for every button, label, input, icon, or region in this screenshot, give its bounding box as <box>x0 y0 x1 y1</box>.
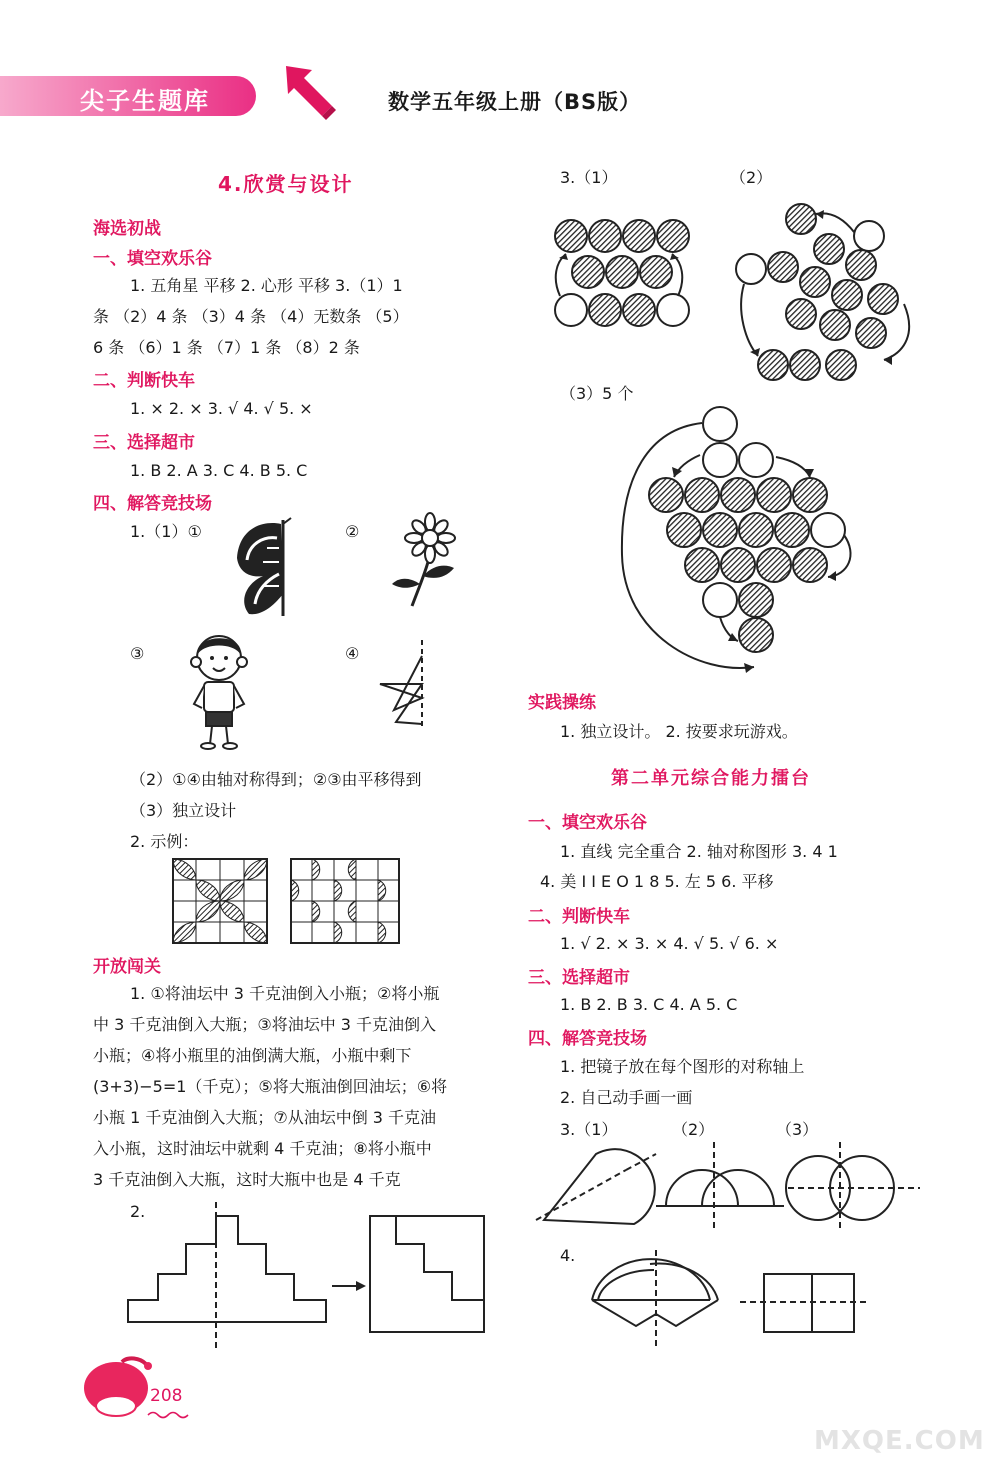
answer-line: 2. 示例： <box>130 832 199 851</box>
heading-judge: 二、判断快车 <box>93 371 195 391</box>
heading-solve: 四、解答竞技场 <box>93 494 212 514</box>
symmetry-figure-4 <box>590 1250 870 1346</box>
answer-line: 1. B 2. A 3. C 4. B 5. C <box>130 461 308 480</box>
brand-banner <box>0 76 256 116</box>
q3-3-label: （3）5 个 <box>560 384 634 403</box>
reflection-figure-4 <box>378 640 434 730</box>
heading-choice: 三、选择超市 <box>528 968 630 988</box>
circles-figure-3 <box>620 405 865 675</box>
boy-figure <box>186 628 252 752</box>
book-title: 数学五年级上册（BS版） <box>388 90 642 114</box>
answer-line: 4. 美 I I E O 1 8 5. 左 5 6. 平移 <box>540 872 774 891</box>
q3-1-label: 3.（1） <box>560 168 618 187</box>
practice-line: 1. 独立设计。 2. 按要求玩游戏。 <box>560 722 798 741</box>
heading-practice: 实践操练 <box>528 693 596 713</box>
unit-title: 第二单元综合能力擂台 <box>611 768 811 789</box>
open-line: 3 千克油倒入大瓶，这时大瓶中也是 4 千克 <box>93 1170 401 1189</box>
circles-figure-2 <box>734 202 924 382</box>
answer-line: 6 条 （6）1 条 （7）1 条 （8）2 条 <box>93 338 360 357</box>
q3-2-label: （2） <box>730 168 773 187</box>
symmetry-figures <box>536 1140 922 1230</box>
heading-open: 开放闯关 <box>93 957 161 977</box>
answer-line: 1. × 2. × 3. √ 4. √ 5. × <box>130 399 313 418</box>
circle-2-label: ② <box>345 522 360 541</box>
tile-pattern-1 <box>172 858 268 944</box>
wave-decoration <box>148 1410 192 1420</box>
circles-figure-1 <box>554 218 684 330</box>
answer-line: 1. √ 2. × 3. × 4. √ 5. √ 6. × <box>560 934 779 953</box>
open-line: (3+3)−5=1（千克）；⑤将大瓶油倒回油坛；⑥将 <box>93 1077 448 1096</box>
open-line: 入小瓶，这时油坛中就剩 4 千克油；⑧将小瓶中 <box>93 1139 432 1158</box>
flower-figure <box>390 514 470 608</box>
brand-label: 尖子生题库 <box>80 87 210 115</box>
answer-line: 1. 五角星 平移 2. 心形 平移 3.（1）1 <box>130 276 403 295</box>
section-title: 4.欣赏与设计 <box>218 172 354 196</box>
heading-haixuan: 海选初战 <box>93 219 161 239</box>
d3-label: 3.（1） <box>560 1120 618 1139</box>
apple-icon <box>82 1356 154 1422</box>
tile-pattern-2 <box>290 858 400 944</box>
open-line: 1. ①将油坛中 3 千克油倒入小瓶；②将小瓶 <box>130 984 440 1003</box>
staircase-figure <box>126 1202 488 1352</box>
circle-3-label: ③ <box>130 644 145 663</box>
answer-line: （3）独立设计 <box>130 801 237 820</box>
answer-line: 条 （2）4 条 （3）4 条 （4）无数条 （5） <box>93 307 409 326</box>
heading-choice: 三、选择超市 <box>93 433 195 453</box>
circle-4-label: ④ <box>345 644 360 663</box>
heading-solve: 四、解答竞技场 <box>528 1029 647 1049</box>
open-line: 小瓶 1 千克油倒入大瓶；⑦从油坛中倒 3 千克油 <box>93 1108 437 1127</box>
q1-label: 1.（1）① <box>130 522 202 541</box>
watermark-text: MXQE.COM <box>814 1426 985 1456</box>
open-line: 中 3 千克油倒入大瓶；③将油坛中 3 千克油倒入 <box>93 1015 437 1034</box>
heading-fill: 一、填空欢乐谷 <box>528 813 647 833</box>
heading-fill: 一、填空欢乐谷 <box>93 249 212 269</box>
arrow-icon <box>282 62 342 122</box>
answer-line: 1. 把镜子放在每个图形的对称轴上 <box>560 1057 805 1076</box>
d3b-label: （2） <box>672 1120 715 1139</box>
answer-line: 1. 直线 完全重合 2. 轴对称图形 3. 4 1 <box>560 842 838 861</box>
answer-line: （2）①④由轴对称得到；②③由平移得到 <box>130 770 422 789</box>
butterfly-figure <box>233 518 293 618</box>
answer-line: 2. 自己动手画一画 <box>560 1088 693 1107</box>
d3c-label: （3） <box>776 1120 819 1139</box>
heading-judge: 二、判断快车 <box>528 907 630 927</box>
page-number: 208 <box>150 1386 183 1406</box>
answer-line: 1. B 2. B 3. C 4. A 5. C <box>560 995 738 1014</box>
d4-label: 4. <box>560 1246 576 1265</box>
open-q2-label: 2. <box>130 1202 146 1221</box>
open-line: 小瓶；④将小瓶里的油倒满大瓶，小瓶中剩下 <box>93 1046 412 1065</box>
